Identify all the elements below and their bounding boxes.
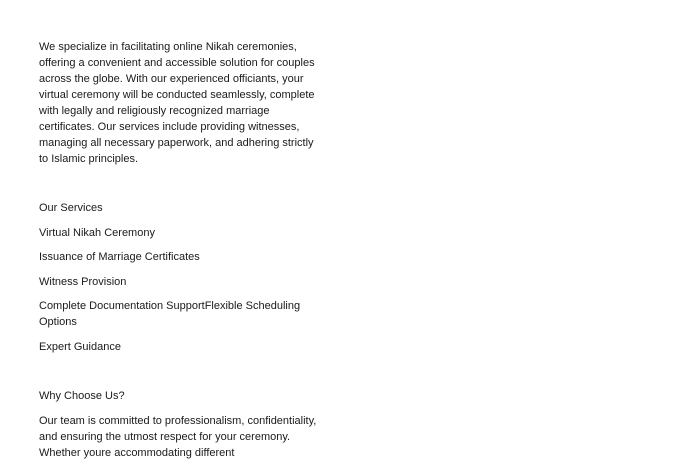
why-choose-us-heading: Why Choose Us? [39, 390, 125, 402]
services-heading: Our Services [39, 202, 103, 214]
service-item-witness: Witness Provision [39, 276, 127, 288]
service-item-expert-guidance: Expert Guidance [39, 341, 121, 353]
why-choose-us-paragraph: Our team is committed to professionalism, confidentiality, and ensuring the utmost respect for your ceremony. Whether youre accommodating different [39, 415, 317, 459]
service-item-certificates: Issuance of Marriage Certificates [39, 251, 200, 263]
service-item-documentation-scheduling: Complete Documentation SupportFlexible Scheduling Options [39, 300, 301, 328]
service-item-virtual-nikah: Virtual Nikah Ceremony [39, 227, 155, 239]
intro-paragraph: We specialize in facilitating online Nikah ceremonies, offering a convenient and accessible solution for couples across the globe. With our experienced officiants, your virtual ceremony will be conducted seamlessly, complete with legally and religiously recognized marriage certificates. Our services include providing witnesses, managing all necessary paperwork, and adhering strictly to Islamic principles. [39, 41, 315, 165]
